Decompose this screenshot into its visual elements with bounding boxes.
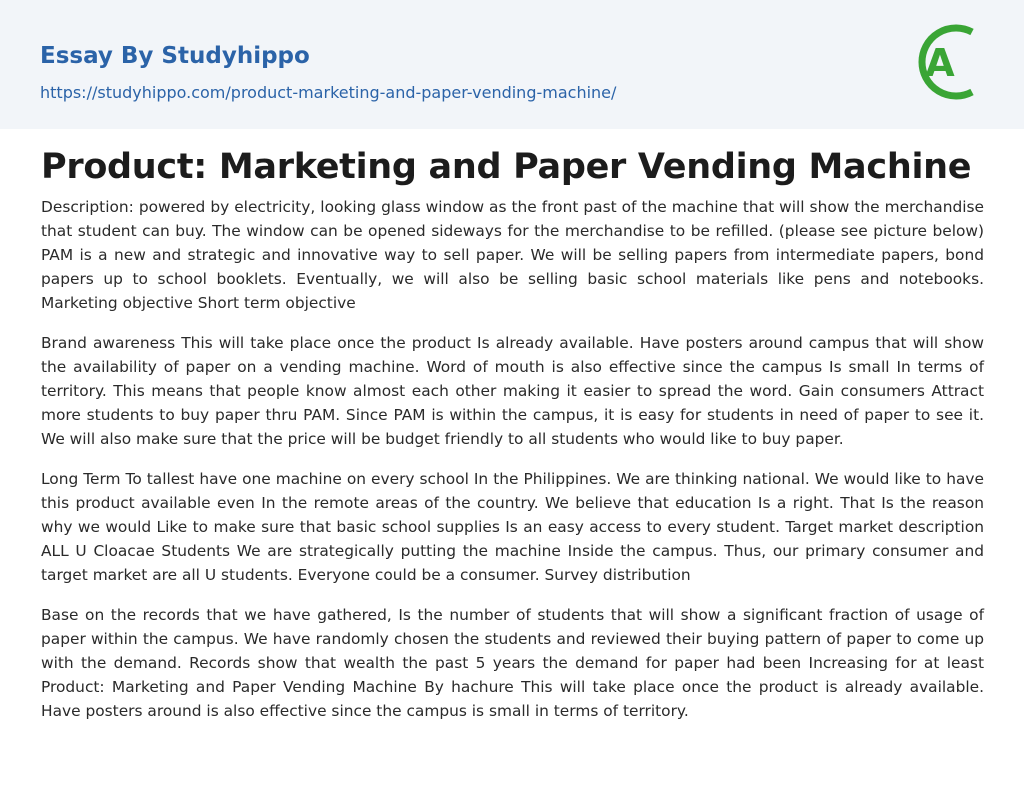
logo-letter: A — [925, 41, 955, 85]
paragraph-3: Long Term To tallest have one machine on every school In the Philippines. We are thinking national. We would like to have this product available even In the remote areas of the country. We believe that education Is a right. That Is the reason why we would Like to make sure that basic school supplies Is an easy access to every student. Target market description ALL U Cloacae Students We are strategically putting the machine Inside the campus. Thus, our primary consumer and target market are all U students. Everyone could be a consumer. Survey distribution — [41, 470, 984, 584]
paragraph-4: Base on the records that we have gathered, Is the number of students that will show a significant fraction of usage of paper within the campus. We have randomly chosen the students and reviewed their buying pattern of paper to come up with the demand. Records show that wealth the past 5 years the demand for paper had been Increasing for at least Product: Marketing and Paper Vending Machine By hachure This will take place once the product is already available. Have posters around is also effective since the campus is small in terms of territory. — [41, 606, 984, 720]
paragraph-1: Description: powered by electricity, looking glass window as the front past of the machine that will show the merchandise that student can buy. The window can be opened sideways for the merchandise to be refilled. (please see picture below) PAM is a new and strategic and innovative way to sell paper. We will be selling papers from intermediate papers, bond papers up to school booklets. Eventually, we will also be selling basic school materials like pens and notebooks. Marketing objective Short term objective — [41, 198, 984, 312]
article — [0, 129, 1024, 723]
page-title: Product: Marketing and Paper Vending Machine — [41, 147, 972, 187]
studyhippo-logo-icon[interactable] — [914, 18, 986, 106]
paragraph-2: Brand awareness This will take place once the product Is already available. Have posters around campus that will show the availability of paper on a vending machine. Word of mouth is also effective since the campus Is small In terms of territory. This means that people know almost each other making it easier to spread the word. Gain consumers Attract more students to buy paper thru PAM. Since PAM is within the campus, it is easy for students in need of paper to see it. We will also make sure that the price will be budget friendly to all students who would like to buy paper. — [41, 334, 984, 448]
brand-name[interactable]: Essay By Studyhippo — [40, 43, 310, 69]
page-url-link[interactable]: https://studyhippo.com/product-marketing-and-paper-vending-machine/ — [40, 83, 617, 102]
site-header — [0, 0, 1024, 129]
